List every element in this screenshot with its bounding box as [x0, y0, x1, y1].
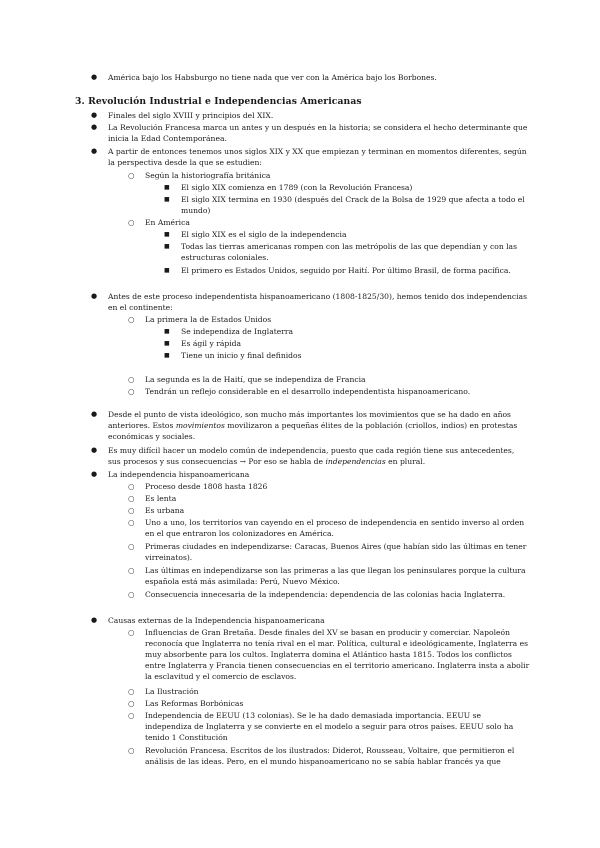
list-item: Consecuencia innecesaria de la independencia: dependencia de las colonias hacia Inglaterra. — [145, 590, 506, 599]
list-item: Las últimas en independizarse son las primeras a las que llegan los peninsulares porque la cultura española está más asimilada: Perú, Nuevo México. — [145, 566, 526, 586]
list-item: Influencias de Gran Bretaña. Desde finales del XV se basan en producir y comerciar. Napoleón reconocía que Inglaterra no tenía rival en el mar. Política, cultural e ideológicamente, Inglaterra es muy absorbente para los cultos. Inglaterra domina el Atlántico hasta 1815. Todos los conflictos entre Inglaterra y Francia tienen consecuencias en el territorio americano. Inglaterra insta a abolir la esclavitud y el comercio de esclavos. — [145, 628, 530, 681]
bullet-circle: ○ — [128, 494, 135, 503]
list-item: La segunda es la de Haití, que se independiza de Francia — [145, 375, 366, 384]
bullet-disc: ● — [91, 470, 98, 478]
bullet-square: ■ — [164, 196, 170, 203]
list-item: América bajo los Habsburgo no tiene nada que ver con la América bajo los Borbones. — [108, 73, 437, 82]
list-item: Es urbana — [145, 506, 185, 515]
bullet-disc: ● — [91, 73, 98, 81]
list-item: Tendrán un reflejo considerable en el desarrollo independentista hispanoamericano. — [145, 387, 471, 396]
list-item: La primera la de Estados Unidos — [145, 315, 272, 324]
list-item: Es lenta — [145, 494, 177, 503]
list-item: A partir de entonces tenemos unos siglos XIX y XX que empiezan y terminan en momentos diferentes, según la perspectiva desde la que se estudien: — [108, 147, 527, 167]
list-item: La Ilustración — [145, 687, 199, 696]
bullet-square: ■ — [164, 231, 170, 238]
bullet-disc: ● — [91, 147, 98, 155]
bullet-circle: ○ — [128, 315, 135, 324]
bullet-circle: ○ — [128, 628, 135, 637]
list-item: Primeras ciudades en independizarse: Caracas, Buenos Aires (que habían sido las últimas en tener virreinatos). — [145, 542, 527, 562]
bullet-circle: ○ — [128, 218, 135, 227]
bullet-circle: ○ — [128, 518, 135, 527]
list-item: La independencia hispanoamericana — [108, 470, 250, 479]
bullet-square: ■ — [164, 267, 170, 274]
bullet-disc: ● — [91, 410, 98, 418]
bullet-disc: ● — [91, 111, 98, 119]
list-item: Las Reformas Borbónicas — [145, 699, 244, 708]
bullet-circle: ○ — [128, 746, 135, 755]
list-item: Es ágil y rápida — [181, 339, 242, 348]
list-item: Causas externas de la Independencia hispanoamericana — [108, 616, 325, 625]
list-item: El siglo XIX es el siglo de la independencia — [181, 230, 347, 239]
list-item: En América — [145, 218, 190, 227]
list-item: El primero es Estados Unidos, seguido por Haití. Por último Brasil, de forma pacífica. — [181, 266, 511, 275]
list-item: Antes de este proceso independentista hispanoamericano (1808-1825/30), hemos tenido dos independencias en el continente: — [108, 292, 527, 312]
bullet-circle: ○ — [128, 542, 135, 551]
list-item: Se independiza de Inglaterra — [181, 327, 294, 336]
bullet-circle: ○ — [128, 590, 135, 599]
list-item: Finales del siglo XVIII y principios del XIX. — [108, 111, 274, 120]
section-heading: 3. Revolución Industrial e Independencias Americanas — [75, 96, 362, 107]
bullet-disc: ● — [91, 616, 98, 624]
list-item: Revolución Francesa. Escritos de los ilustrados: Diderot, Rousseau, Voltaire, que permitieron el análisis de las ideas. Pero, en el mundo hispanoamericano no se sabía hablar francés ya que — [145, 746, 515, 766]
bullet-disc: ● — [91, 446, 98, 454]
bullet-circle: ○ — [128, 687, 135, 696]
bullet-square: ■ — [164, 243, 170, 250]
list-item: Según la historiografía británica — [145, 171, 271, 180]
list-item: Uno a uno, los territorios van cayendo en el proceso de independencia en sentido inverso al orden en el que entraron los colonizadores en América. — [145, 518, 525, 538]
bullet-circle: ○ — [128, 711, 135, 720]
list-item: Independencia de EEUU (13 colonias). Se le ha dado demasiada importancia. EEUU se independiza de Inglaterra y se convierte en el modelo a seguir para otros países. EEUU solo ha tenido 1 Constitución — [145, 711, 514, 742]
bullet-circle: ○ — [128, 375, 135, 384]
bullet-square: ■ — [164, 328, 170, 335]
list-item: Es muy difícil hacer un modelo común de independencia, puesto que cada región tiene sus antecedentes, sus procesos y sus consecuencias → Por eso se habla de independencias en plural. — [108, 446, 515, 466]
bullet-square: ■ — [164, 340, 170, 347]
list-item: El siglo XIX termina en 1930 (después del Crack de la Bolsa de 1929 que afecta a todo el mundo) — [181, 195, 525, 215]
list-item: Proceso desde 1808 hasta 1826 — [145, 482, 268, 491]
bullet-circle: ○ — [128, 387, 135, 396]
bullet-circle: ○ — [128, 699, 135, 708]
bullet-circle: ○ — [128, 482, 135, 491]
bullet-square: ■ — [164, 184, 170, 191]
bullet-disc: ● — [91, 292, 98, 300]
list-item: El siglo XIX comienza en 1789 (con la Revolución Francesa) — [181, 183, 413, 192]
list-item: Todas las tierras americanas rompen con las metrópolis de las que dependían y con las estructuras coloniales. — [181, 242, 517, 262]
bullet-disc: ● — [91, 123, 98, 131]
bullet-circle: ○ — [128, 506, 135, 515]
bullet-circle: ○ — [128, 566, 135, 575]
list-item: Desde el punto de vista ideológico, son mucho más importantes los movimientos que se ha dado en años anteriores. Estos movimientos movilizaron a pequeñas élites de la población (criollos, indios) en protestas económicas y sociales. — [108, 410, 518, 441]
bullet-square: ■ — [164, 352, 170, 359]
list-item: La Revolución Francesa marca un antes y un después en la historia; se considera el hecho determinante que inicia la Edad Contemporánea. — [108, 123, 528, 143]
list-item: Tiene un inicio y final definidos — [181, 351, 302, 360]
bullet-circle: ○ — [128, 171, 135, 180]
